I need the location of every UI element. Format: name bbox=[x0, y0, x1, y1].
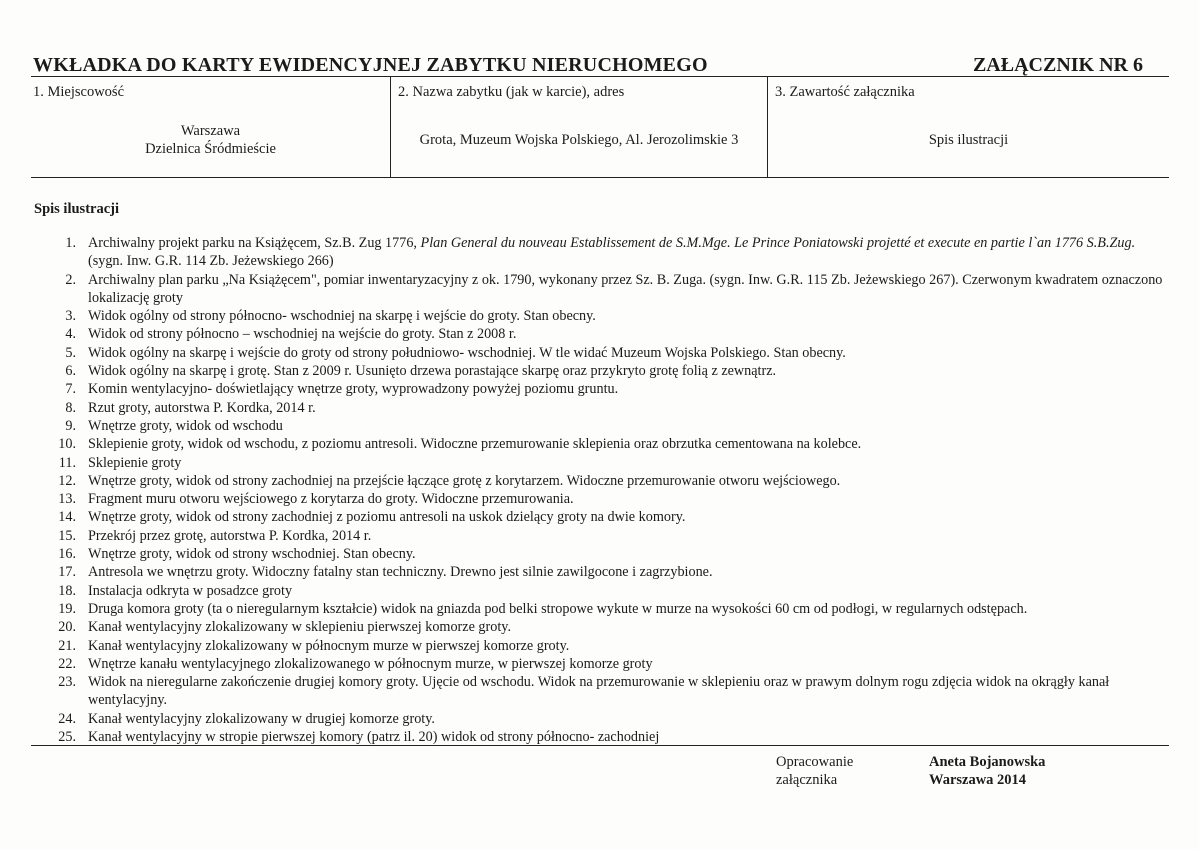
list-item bbox=[48, 307, 1166, 325]
author-name: Aneta Bojanowska bbox=[929, 754, 1046, 770]
locality-cell bbox=[31, 76, 390, 177]
list-item bbox=[48, 655, 1166, 673]
contents-cell bbox=[767, 76, 1169, 177]
list-item-text-main: Wnętrze groty, widok od strony zachodniej na przejście łączące grotę z korytarzem. Widoczne przemurowanie otworu wejściowego. bbox=[88, 472, 841, 489]
list-item-text bbox=[88, 400, 316, 416]
list-item-number: 3. bbox=[65, 308, 76, 325]
list-item bbox=[48, 582, 1166, 600]
list-item-text bbox=[88, 546, 416, 562]
list-item-number: 7. bbox=[65, 381, 76, 398]
list-item-text bbox=[88, 583, 292, 599]
list-item-number: 17. bbox=[58, 564, 76, 581]
list-item-number: 21. bbox=[58, 637, 76, 654]
list-item-text bbox=[88, 674, 1109, 708]
list-item-number: 20. bbox=[58, 619, 76, 636]
prepared-by-line2: załącznika bbox=[776, 772, 838, 788]
section-title: Spis ilustracji bbox=[34, 201, 119, 217]
list-item-text-main: Wnętrze groty, widok od strony wschodniej. Stan obecny. bbox=[88, 546, 416, 563]
list-item bbox=[48, 399, 1166, 417]
monument-value: Grota, Muzeum Wojska Polskiego, Al. Jerozolimskie 3 bbox=[419, 132, 739, 148]
list-item-number: 5. bbox=[65, 344, 76, 361]
list-item-text bbox=[88, 619, 511, 635]
list-item-text-main: Wnętrze groty, widok od strony zachodniej z poziomu antresoli na uskok dzielący groty na dwie komory. bbox=[88, 509, 686, 526]
list-item-text-main: Widok ogólny na skarpę i grotę. Stan z 2009 r. Usunięto drzewa porastające skarpę oraz przykryto grotę folią z zewnątrz. bbox=[88, 363, 777, 380]
list-item bbox=[48, 710, 1166, 728]
list-item-text bbox=[88, 601, 1027, 617]
list-item-text-main: Sklepienie groty bbox=[88, 454, 182, 471]
list-item-text-main: Kanał wentylacyjny zlokalizowany w drugiej komorze groty. bbox=[88, 710, 435, 727]
list-item-text bbox=[88, 363, 776, 379]
list-item-text-italic: Plan General du nouveau Establissement de S.M.Mge. Le Prince Poniatowski projetté et execute en partie l`an 1776 S.B.Zug. bbox=[420, 235, 1136, 251]
list-item-number: 25. bbox=[58, 729, 76, 746]
list-item-text-main: Widok na nieregularne zakończenie drugiej komory groty. Ujęcie od wschodu. Widok na przemurowanie w sklepieniu oraz w prawym dolnym rogu zdjęcia widok na okrągły kanał wentylacyjny. bbox=[88, 674, 1110, 709]
locality-value bbox=[31, 122, 390, 158]
list-item-text bbox=[88, 326, 516, 342]
contents-value: Spis ilustracji bbox=[928, 132, 1009, 148]
list-item bbox=[48, 637, 1166, 655]
list-item-text bbox=[88, 638, 569, 654]
list-item bbox=[48, 563, 1166, 581]
list-item-text bbox=[88, 308, 596, 324]
list-item-number: 12. bbox=[58, 472, 76, 489]
list-item-text bbox=[88, 272, 1162, 306]
list-item-number: 19. bbox=[58, 600, 76, 617]
list-item bbox=[48, 472, 1166, 490]
list-item-text-main: Kanał wentylacyjny zlokalizowany w sklepieniu pierwszej komorze groty. bbox=[88, 619, 511, 636]
list-item-number: 6. bbox=[65, 363, 76, 380]
list-item-number: 2. bbox=[65, 271, 76, 288]
list-item-text bbox=[88, 235, 1135, 269]
list-item bbox=[48, 344, 1166, 362]
list-item-text bbox=[88, 436, 861, 452]
list-item-text-main: Komin wentylacyjno- doświetlający wnętrze groty, wyprowadzony powyżej poziomu gruntu. bbox=[88, 381, 619, 398]
list-item-text-main: Przekrój przez grotę, autorstwa P. Kordka, 2014 r. bbox=[88, 527, 372, 544]
list-item-text bbox=[88, 711, 435, 727]
list-item-text-main: Sklepienie groty, widok od wschodu, z poziomu antresoli. Widoczne przemurowanie sklepienia oraz obrzutka cementowana na kolebce. bbox=[88, 436, 862, 453]
list-item-number: 13. bbox=[58, 491, 76, 508]
illustration-list bbox=[48, 234, 1166, 746]
list-item-text bbox=[88, 381, 618, 397]
contents-label: 3. Zawartość załącznika bbox=[775, 84, 915, 100]
monument-label: 2. Nazwa zabytku (jak w karcie), adres bbox=[398, 84, 625, 100]
list-item bbox=[48, 362, 1166, 380]
list-item bbox=[48, 325, 1166, 343]
prepared-by-line1: Opracowanie bbox=[776, 754, 854, 770]
list-item-text bbox=[88, 564, 713, 580]
footer-rule bbox=[31, 745, 1169, 746]
list-item-text-main: Kanał wentylacyjny zlokalizowany w północnym murze w pierwszej komorze groty. bbox=[88, 637, 570, 654]
list-item-number: 8. bbox=[65, 399, 76, 416]
info-table bbox=[31, 76, 1169, 178]
list-item-text-main: Widok ogólny od strony północno- wschodniej na skarpę i wejście do groty. Stan obecny. bbox=[88, 308, 596, 325]
list-item-text-main: Instalacja odkryta w posadzce groty bbox=[88, 582, 293, 599]
locality-city: Warszawa bbox=[180, 123, 241, 139]
list-item-text bbox=[88, 418, 283, 434]
list-item bbox=[48, 435, 1166, 453]
list-item-text bbox=[88, 455, 181, 471]
annex-number: ZAŁĄCZNIK NR 6 bbox=[972, 54, 1143, 76]
list-item-text-main: Druga komora groty (ta o nieregularnym kształcie) widok na gniazda pod belki stropowe wykute w murze na wysokości 60 cm od podłogi, w regularnych odstępach. bbox=[88, 600, 1028, 617]
locality-label: 1. Miejscowość bbox=[33, 84, 125, 100]
list-item-text bbox=[88, 656, 653, 672]
list-item-number: 14. bbox=[58, 509, 76, 526]
list-item-text-main: Widok od strony północno – wschodniej na wejście do groty. Stan z 2008 r. bbox=[88, 326, 517, 343]
list-item-text-tail: (sygn. Inw. G.R. 114 Zb. Jeżewskiego 266) bbox=[88, 253, 334, 270]
list-item-text bbox=[88, 729, 659, 745]
list-item-text bbox=[88, 345, 846, 361]
list-item-number: 16. bbox=[58, 546, 76, 563]
list-item-number: 1. bbox=[65, 235, 76, 251]
list-item-text-main: Kanał wentylacyjny w stropie pierwszej komory (patrz il. 20) widok od strony północno- zachodniej bbox=[88, 729, 660, 746]
list-item-number: 11. bbox=[58, 454, 76, 471]
list-item-number: 18. bbox=[58, 582, 76, 599]
list-item-text-main: Antresola we wnętrzu groty. Widoczny fatalny stan techniczny. Drewno jest silnie zawilgocone i zagrzybione. bbox=[88, 564, 713, 581]
list-item bbox=[48, 234, 1166, 271]
list-item-text bbox=[88, 473, 840, 489]
list-item-number: 15. bbox=[58, 527, 76, 544]
list-item bbox=[48, 454, 1166, 472]
list-item bbox=[48, 728, 1166, 746]
monument-cell bbox=[390, 76, 767, 177]
list-item-number: 9. bbox=[65, 417, 76, 434]
list-item bbox=[48, 508, 1166, 526]
list-item-text-main: Fragment muru otworu wejściowego z korytarza do groty. Widoczne przemurowania. bbox=[88, 491, 574, 508]
list-item-text-main: Widok ogólny na skarpę i wejście do groty od strony południowo- wschodniej. W tle widać Muzeum Wojska Polskiego. Stan obecny. bbox=[88, 344, 846, 361]
list-item bbox=[48, 545, 1166, 563]
author-block bbox=[929, 753, 1045, 789]
list-item bbox=[48, 417, 1166, 435]
list-item-text bbox=[88, 528, 371, 544]
list-item-text bbox=[88, 491, 574, 507]
list-item bbox=[48, 527, 1166, 545]
list-item-text-main: Rzut groty, autorstwa P. Kordka, 2014 r. bbox=[88, 399, 316, 416]
list-item-number: 23. bbox=[58, 674, 76, 691]
list-item-number: 10. bbox=[58, 436, 76, 453]
list-item-text-main: Wnętrze kanału wentylacyjnego zlokalizowanego w północnym murze, w pierwszej komorze groty bbox=[88, 655, 653, 672]
place-date: Warszawa 2014 bbox=[929, 772, 1027, 788]
list-item-text bbox=[88, 509, 685, 525]
list-item-text-main: Archiwalny projekt parku na Książęcem, Sz.B. Zug 1776, bbox=[88, 235, 421, 251]
list-item-number: 22. bbox=[58, 655, 76, 672]
list-item bbox=[48, 380, 1166, 398]
list-item-text-main: Wnętrze groty, widok od wschodu bbox=[88, 417, 283, 434]
list-item-number: 4. bbox=[65, 326, 76, 343]
list-item bbox=[48, 271, 1166, 308]
document-title: WKŁADKA DO KARTY EWIDENCYJNEJ ZABYTKU NIERUCHOMEGO bbox=[33, 54, 708, 76]
list-item bbox=[48, 618, 1166, 636]
locality-district: Dzielnica Śródmieście bbox=[145, 141, 276, 157]
list-item bbox=[48, 673, 1166, 710]
list-item-text-main: Archiwalny plan parku „Na Książęcem", pomiar inwentaryzacyjny z ok. 1790, wykonany przez Sz. B. Zuga. (sygn. Inw. G.R. 115 Zb. Jeżewskiego 267). Czerwonym kwadratem oznaczono lokalizację groty bbox=[88, 271, 1163, 306]
list-item bbox=[48, 490, 1166, 508]
list-item bbox=[48, 600, 1166, 618]
prepared-by-label bbox=[776, 753, 886, 789]
list-item-number: 24. bbox=[58, 710, 76, 727]
